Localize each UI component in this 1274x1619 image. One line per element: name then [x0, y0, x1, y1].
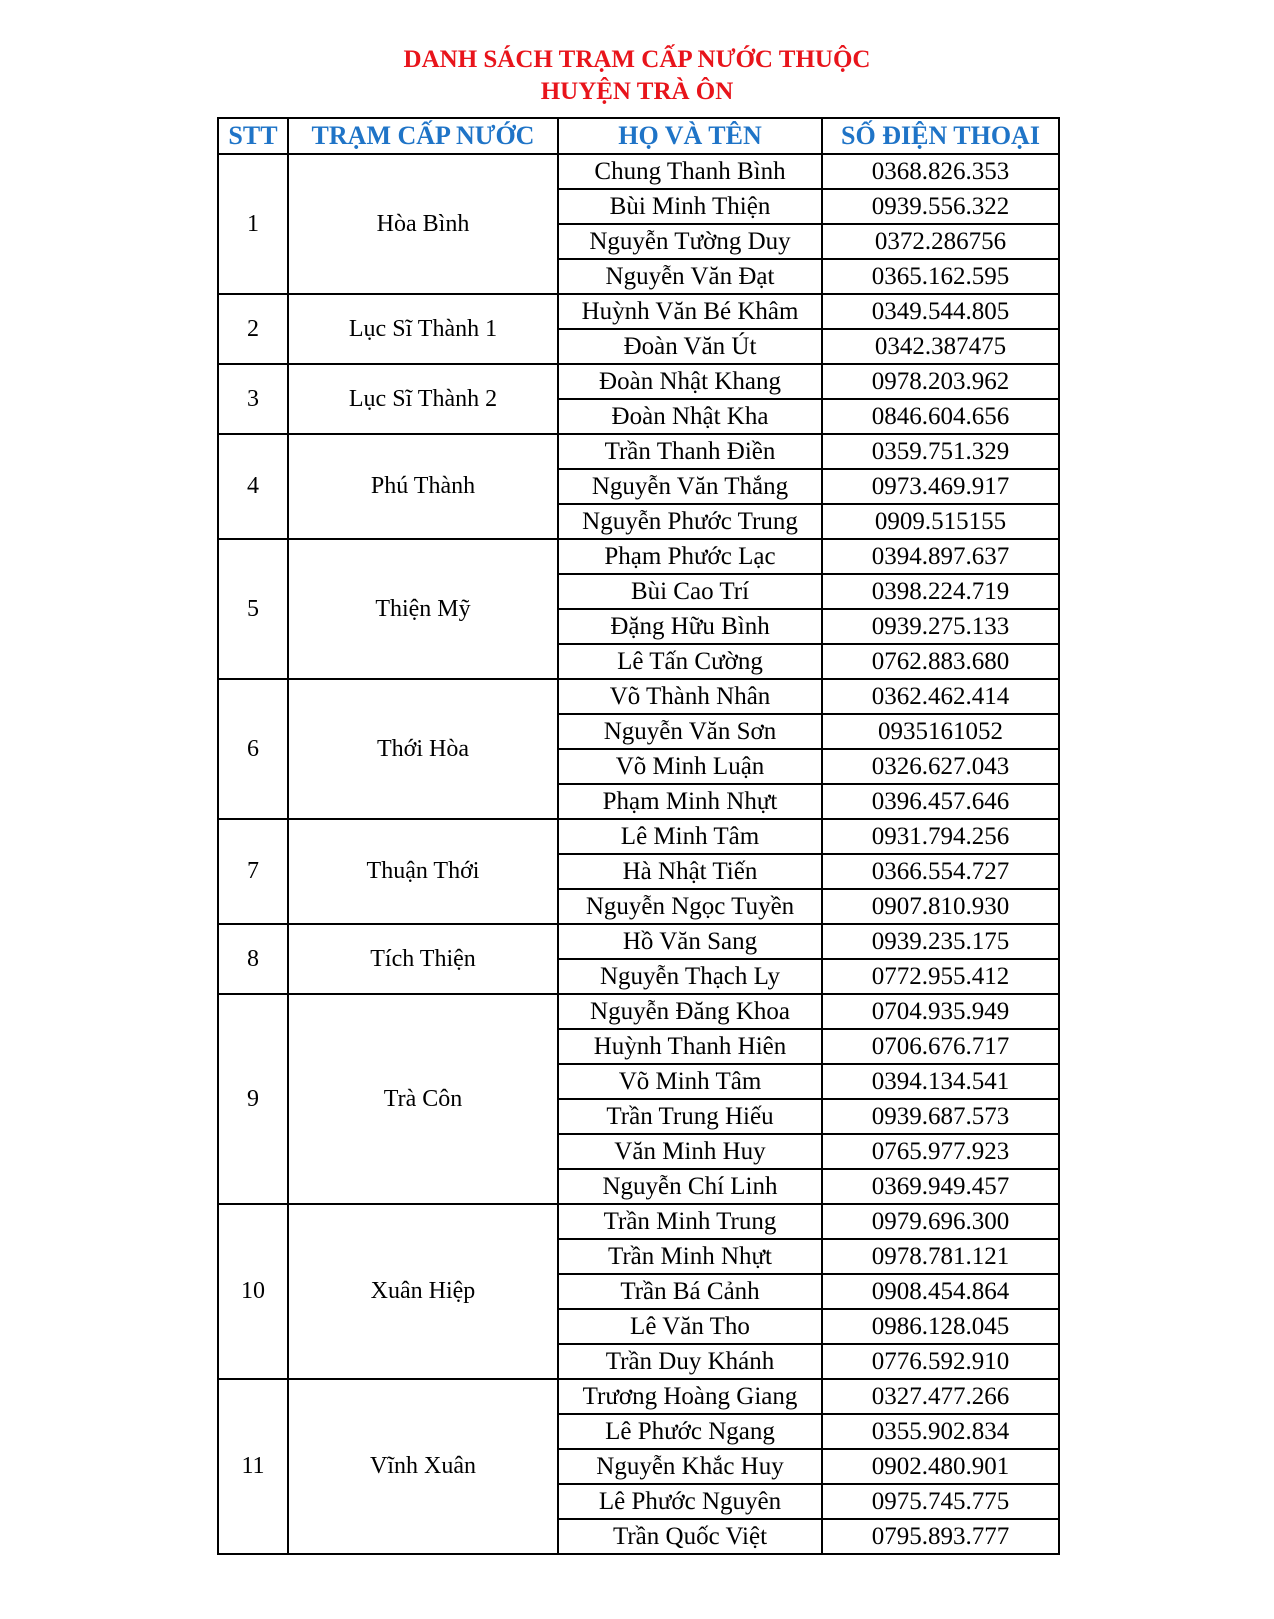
person-name: Lê Phước Nguyên [558, 1484, 822, 1519]
person-name: Trần Duy Khánh [558, 1344, 822, 1379]
table-row [218, 154, 1059, 189]
person-name: Nguyễn Khắc Huy [558, 1449, 822, 1484]
person-name: Nguyễn Chí Linh [558, 1169, 822, 1204]
header-stt: STT [218, 118, 288, 154]
phone-number: 0704.935.949 [822, 994, 1059, 1029]
phone-number: 0372.286756 [822, 224, 1059, 259]
person-name: Trần Quốc Việt [558, 1519, 822, 1554]
phone-number: 0935161052 [822, 714, 1059, 749]
station-name: Lục Sĩ Thành 1 [288, 294, 558, 364]
person-name: Đoàn Nhật Khang [558, 364, 822, 399]
phone-number: 0907.810.930 [822, 889, 1059, 924]
phone-number: 0939.687.573 [822, 1099, 1059, 1134]
person-name: Nguyễn Ngọc Tuyền [558, 889, 822, 924]
phone-number: 0342.387475 [822, 329, 1059, 364]
table-row [218, 294, 1059, 329]
phone-number: 0355.902.834 [822, 1414, 1059, 1449]
station-name: Hòa Bình [288, 154, 558, 294]
phone-number: 0979.696.300 [822, 1204, 1059, 1239]
person-name: Đặng Hữu Bình [558, 609, 822, 644]
phone-number: 0939.235.175 [822, 924, 1059, 959]
person-name: Huỳnh Thanh Hiên [558, 1029, 822, 1064]
person-name: Nguyễn Thạch Ly [558, 959, 822, 994]
station-name: Thới Hòa [288, 679, 558, 819]
header-name: HỌ VÀ TÊN [558, 118, 822, 154]
phone-number: 0349.544.805 [822, 294, 1059, 329]
phone-number: 0978.781.121 [822, 1239, 1059, 1274]
station-name: Lục Sĩ Thành 2 [288, 364, 558, 434]
person-name: Chung Thanh Bình [558, 154, 822, 189]
station-number: 10 [218, 1204, 288, 1379]
person-name: Trương Hoàng Giang [558, 1379, 822, 1414]
station-number: 9 [218, 994, 288, 1204]
person-name: Trần Trung Hiếu [558, 1099, 822, 1134]
person-name: Nguyễn Đăng Khoa [558, 994, 822, 1029]
person-name: Bùi Cao Trí [558, 574, 822, 609]
water-station-table [217, 117, 1060, 1555]
phone-number: 0776.592.910 [822, 1344, 1059, 1379]
phone-number: 0706.676.717 [822, 1029, 1059, 1064]
person-name: Nguyễn Phước Trung [558, 504, 822, 539]
person-name: Võ Minh Tâm [558, 1064, 822, 1099]
person-name: Trần Thanh Điền [558, 434, 822, 469]
header-station: TRẠM CẤP NƯỚC [288, 118, 558, 154]
person-name: Nguyễn Văn Đạt [558, 259, 822, 294]
table-body [218, 154, 1059, 1554]
person-name: Nguyễn Tường Duy [558, 224, 822, 259]
person-name: Huỳnh Văn Bé Khâm [558, 294, 822, 329]
phone-number: 0909.515155 [822, 504, 1059, 539]
table-row [218, 539, 1059, 574]
table-row [218, 994, 1059, 1029]
person-name: Lê Tấn Cường [558, 644, 822, 679]
station-name: Trà Côn [288, 994, 558, 1204]
document-title-line-2: HUYỆN TRÀ ÔN [540, 78, 734, 105]
phone-number: 0772.955.412 [822, 959, 1059, 994]
phone-number: 0369.949.457 [822, 1169, 1059, 1204]
person-name: Trần Bá Cảnh [558, 1274, 822, 1309]
station-number: 7 [218, 819, 288, 924]
person-name: Võ Thành Nhân [558, 679, 822, 714]
phone-number: 0765.977.923 [822, 1134, 1059, 1169]
station-number: 4 [218, 434, 288, 539]
phone-number: 0394.897.637 [822, 539, 1059, 574]
person-name: Lê Văn Tho [558, 1309, 822, 1344]
table-row [218, 364, 1059, 399]
person-name: Phạm Minh Nhựt [558, 784, 822, 819]
phone-number: 0396.457.646 [822, 784, 1059, 819]
table-row [218, 819, 1059, 854]
person-name: Nguyễn Văn Thắng [558, 469, 822, 504]
person-name: Lê Minh Tâm [558, 819, 822, 854]
person-name: Trần Minh Nhựt [558, 1239, 822, 1274]
phone-number: 0846.604.656 [822, 399, 1059, 434]
phone-number: 0908.454.864 [822, 1274, 1059, 1309]
person-name: Nguyễn Văn Sơn [558, 714, 822, 749]
station-name: Thiện Mỹ [288, 539, 558, 679]
person-name: Đoàn Nhật Kha [558, 399, 822, 434]
station-name: Xuân Hiệp [288, 1204, 558, 1379]
phone-number: 0326.627.043 [822, 749, 1059, 784]
table-row [218, 1379, 1059, 1414]
phone-number: 0359.751.329 [822, 434, 1059, 469]
station-number: 11 [218, 1379, 288, 1554]
phone-number: 0973.469.917 [822, 469, 1059, 504]
station-number: 6 [218, 679, 288, 819]
phone-number: 0365.162.595 [822, 259, 1059, 294]
table-header-row [218, 118, 1059, 154]
person-name: Trần Minh Trung [558, 1204, 822, 1239]
phone-number: 0795.893.777 [822, 1519, 1059, 1554]
person-name: Văn Minh Huy [558, 1134, 822, 1169]
phone-number: 0368.826.353 [822, 154, 1059, 189]
phone-number: 0362.462.414 [822, 679, 1059, 714]
phone-number: 0931.794.256 [822, 819, 1059, 854]
station-number: 3 [218, 364, 288, 434]
table-row [218, 679, 1059, 714]
phone-number: 0939.275.133 [822, 609, 1059, 644]
station-name: Vĩnh Xuân [288, 1379, 558, 1554]
person-name: Hồ Văn Sang [558, 924, 822, 959]
person-name: Võ Minh Luận [558, 749, 822, 784]
station-name: Phú Thành [288, 434, 558, 539]
phone-number: 0394.134.541 [822, 1064, 1059, 1099]
document-title-line-1: DANH SÁCH TRẠM CẤP NƯỚC THUỘC [403, 46, 871, 73]
station-name: Thuận Thới [288, 819, 558, 924]
table-row [218, 434, 1059, 469]
phone-number: 0398.224.719 [822, 574, 1059, 609]
phone-number: 0902.480.901 [822, 1449, 1059, 1484]
person-name: Lê Phước Ngang [558, 1414, 822, 1449]
phone-number: 0939.556.322 [822, 189, 1059, 224]
table-row [218, 924, 1059, 959]
phone-number: 0986.128.045 [822, 1309, 1059, 1344]
table-row [218, 1204, 1059, 1239]
phone-number: 0975.745.775 [822, 1484, 1059, 1519]
phone-number: 0327.477.266 [822, 1379, 1059, 1414]
station-number: 1 [218, 154, 288, 294]
station-name: Tích Thiện [288, 924, 558, 994]
station-number: 5 [218, 539, 288, 679]
phone-number: 0366.554.727 [822, 854, 1059, 889]
phone-number: 0978.203.962 [822, 364, 1059, 399]
person-name: Hà Nhật Tiến [558, 854, 822, 889]
header-phone: SỐ ĐIỆN THOẠI [822, 118, 1059, 154]
station-number: 2 [218, 294, 288, 364]
person-name: Phạm Phước Lạc [558, 539, 822, 574]
person-name: Bùi Minh Thiện [558, 189, 822, 224]
person-name: Đoàn Văn Út [558, 329, 822, 364]
phone-number: 0762.883.680 [822, 644, 1059, 679]
station-number: 8 [218, 924, 288, 994]
